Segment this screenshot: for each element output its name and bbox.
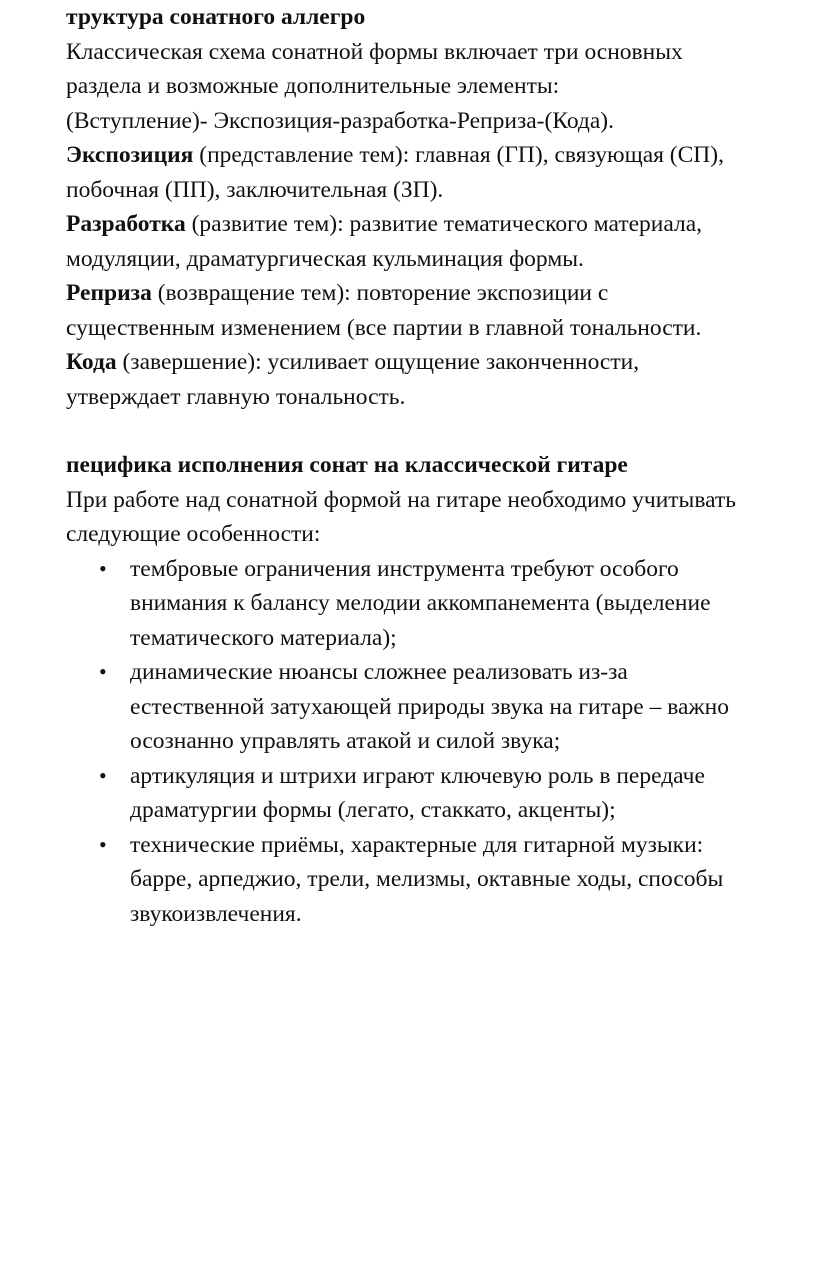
- paragraph-line: модуляции, драматургическая кульминация формы.: [66, 245, 584, 272]
- list-item-line: артикуляция и штрихи играют ключевую роль в передаче: [130, 762, 705, 789]
- list-item-line: драматургии формы (легато, стаккато, акценты);: [130, 797, 616, 823]
- term-development: Разработка: [66, 211, 186, 237]
- coda-definition: [66, 345, 806, 380]
- paragraph-line: При работе над сонатной формой на гитаре необходимо учитывать: [66, 486, 736, 513]
- section-heading: пецифика исполнения сонат на классической гитаре: [66, 452, 628, 478]
- exposition-definition: [66, 138, 806, 173]
- list-item-line: звукоизвлечения.: [130, 900, 302, 927]
- paragraph-line: существенным изменением (все партии в главной тональности.: [66, 314, 702, 341]
- list-item: [66, 552, 806, 656]
- bullet-icon: •: [99, 831, 107, 857]
- paragraph-line: следующие особенности:: [66, 521, 321, 547]
- list-item: [66, 759, 806, 828]
- paragraph-line: Классическая схема сонатной формы включает три основных: [66, 38, 683, 65]
- list-item-line: естественной затухающей природы звука на гитаре – важно: [130, 693, 729, 720]
- list-item-line: технические приёмы, характерные для гитарной музыки:: [130, 831, 704, 858]
- paragraph-line: побочная (ПП), заключительная (ЗП).: [66, 176, 444, 203]
- definition-text: (развитие тем): развитие тематического материала,: [185, 211, 703, 237]
- definition-text: (представление тем): главная (ГП), связующая (СП),: [193, 142, 724, 168]
- paragraph-gap: [66, 414, 806, 448]
- paragraph-line: (Вступление)- Экспозиция-разработка-Реприза-(Кода).: [66, 107, 614, 134]
- development-definition: [66, 207, 806, 242]
- bullet-icon: •: [99, 762, 107, 788]
- list-item-line: динамические нюансы сложнее реализовать из-за: [130, 659, 628, 685]
- recapitulation-definition: [66, 276, 806, 311]
- definition-text: (завершение): усиливает ощущение законченности,: [116, 349, 640, 375]
- document-page: [66, 0, 806, 931]
- list-item: [66, 655, 806, 759]
- list-item: [66, 828, 806, 932]
- term-coda: Кода: [66, 349, 117, 375]
- term-recapitulation: Реприза: [66, 280, 152, 306]
- list-item-line: тембровые ограничения инструмента требуют особого: [130, 555, 679, 582]
- section-heading: труктура сонатного аллегро: [66, 4, 366, 30]
- paragraph-line: утверждает главную тональность.: [66, 383, 406, 410]
- list-item-line: барре, арпеджио, трели, мелизмы, октавные ходы, способы: [130, 866, 724, 892]
- definition-text: (возвращение тем): повторение экспозиции с: [151, 280, 609, 306]
- paragraph-line: раздела и возможные дополнительные элементы:: [66, 73, 560, 99]
- section-sonata-allegro-structure: [66, 0, 806, 414]
- list-item-line: внимания к балансу мелодии аккомпанемента (выделение: [130, 590, 711, 616]
- list-item-line: тематического материала);: [130, 624, 397, 651]
- section-guitar-performance: [66, 448, 806, 931]
- bullet-icon: •: [99, 659, 107, 684]
- bullet-icon: •: [99, 555, 107, 581]
- term-exposition: Экспозиция: [66, 142, 194, 168]
- features-list: [66, 552, 806, 932]
- list-item-line: осознанно управлять атакой и силой звука;: [130, 728, 561, 754]
